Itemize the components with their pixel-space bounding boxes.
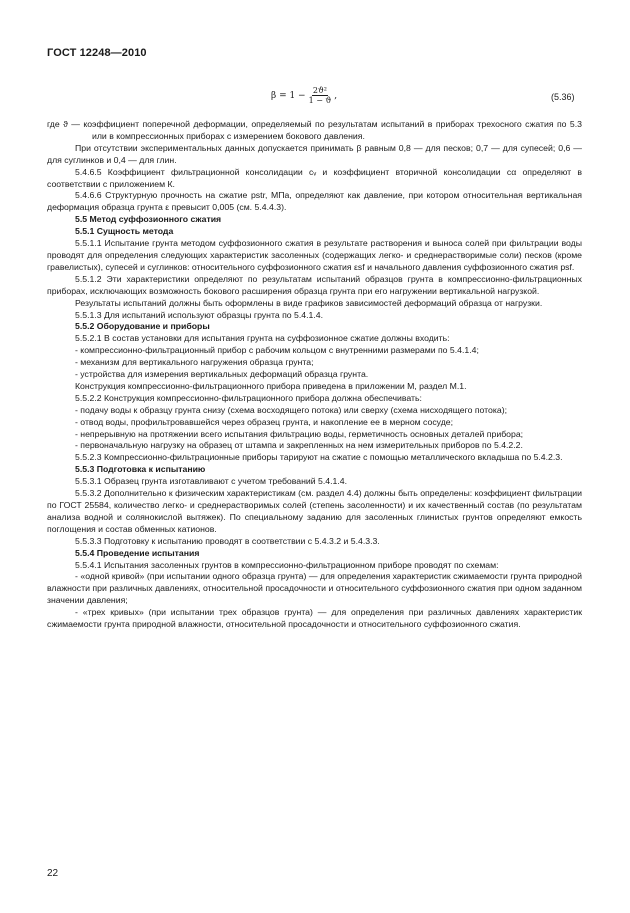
paragraph: 5.5.3.1 Образец грунта изготавливают с учетом требований 5.4.1.4. <box>75 476 347 487</box>
paragraph: 5.5.1.1 Испытание грунта методом суффозионного сжатия в результате растворения и выноса солей при фильтрации воды проводят для определения следующих характеристик засоленных (содержащих легко- и среднерастворимые соли) песков (кроме гравелистых), супесей и суглинков: относительного суффозионного сжатия εsf и начального давления суффозионного сжатия psf. <box>47 238 582 272</box>
paragraph: 5.5.3.3 Подготовку к испытанию проводят в соответствии с 5.4.3.2 и 5.4.3.3. <box>75 535 380 546</box>
paragraph: - механизм для вертикального нагружения образца грунта; <box>75 357 314 368</box>
page-number: 22 <box>47 868 59 879</box>
section-heading: 5.5.1 Сущность метода <box>75 226 174 237</box>
equation-number: (5.36) <box>551 92 575 102</box>
paragraph: 5.5.2.3 Компрессионно-фильтрационные приборы тарируют на сжатие с помощью металлического вкладыша по 5.4.2.3. <box>75 452 563 463</box>
formula-5-36 <box>271 86 337 105</box>
paragraph: 5.5.3.2 Дополнительно к физическим характеристикам (см. раздел 4.4) должны быть определены: коэффициент фильтрации по ГОСТ 25584, количество легко- и среднерастворимых солей (степень засоленности) и их качественный состав (по результатам анализа водной и солянокислой вытяжек). По специальному заданию для засоленных глинистых грунтов определяют емкость поглощения и состав обменных катионов. <box>47 488 582 534</box>
paragraph: 5.5.2.1 В состав установки для испытания грунта на суффозионное сжатие должны входить: <box>75 333 450 344</box>
section-heading: 5.5.4 Проведение испытания <box>75 547 200 558</box>
paragraph: - компрессионно-фильтрационный прибор с рабочим кольцом с внутренними размерами по 5.4.1.4; <box>75 345 479 356</box>
formula-tail: , <box>334 90 338 101</box>
paragraph: Результаты испытаний должны быть оформлены в виде графиков зависимостей деформаций образца от нагрузки. <box>75 297 543 308</box>
paragraph: 5.5.1.2 Эти характеристики определяют по результатам испытаний образцов грунта в компрессионно-фильтрационных приборах, исключающих возможность бокового расширения образца грунта при его нагружении вертикальной нагрузкой. <box>47 273 582 296</box>
paragraph: 5.5.1.3 Для испытаний используют образцы грунта по 5.4.1.4. <box>75 309 323 320</box>
formula-lhs: β = 1 − <box>271 90 306 101</box>
paragraph: Конструкция компрессионно-фильтрационного прибора приведена в приложении М, раздел М.1. <box>75 380 467 391</box>
section-heading: 5.5 Метод суффозионного сжатия <box>75 214 222 225</box>
section-heading: 5.5.2 Оборудование и приборы <box>75 321 210 332</box>
paragraph: 5.4.6.6 Структурную прочность на сжатие pstr, МПа, определяют как давление, при котором относительная вертикальная деформация образца грунта ε превысит 0,005 (см. 5.4.4.3). <box>47 190 582 213</box>
paragraph: где ϑ — коэффициент поперечной деформации, определяемый по результатам испытаний в приборах трехосного сжатия по 5.3 или в компрессионных приборах с измерением бокового давления. <box>47 119 582 141</box>
paragraph: - первоначальную нагрузку на образец от штампа и закрепленных на нем измерительных приборов по 5.4.2.2. <box>75 440 523 451</box>
formula-fraction <box>309 86 332 105</box>
paragraph: 5.5.2.2 Конструкция компрессионно-фильтрационного прибора должна обеспечивать: <box>75 392 422 403</box>
paragraph: - отвод воды, профильтровавшейся через образец грунта, и накопление ее в мерном сосуде; <box>75 416 454 427</box>
paragraph: - «одной кривой» (при испытании одного образца грунта) — для определения характеристик сжимаемости грунта природной влажности при различных давлениях, относительной просадочности и относительного суффозионного сжатия при одном заданном значении давления; <box>47 571 582 606</box>
paragraph: При отсутствии экспериментальных данных допускается принимать β равным 0,8 — для песков; 0,7 — для супесей; 0,6 — для суглинков и 0,4 — для глин. <box>47 142 582 165</box>
formula-numerator: 2ϑ² <box>312 86 327 95</box>
paragraph: 5.4.6.5 Коэффициент фильтрационной консолидации cᵥ и коэффициент вторичной консолидации cα определяют в соответствии с приложением К. <box>47 166 582 189</box>
paragraph: - устройства для измерения вертикальных деформаций образца грунта. <box>75 369 369 380</box>
section-heading: 5.5.3 Подготовка к испытанию <box>75 464 206 475</box>
paragraph: - непрерывную на протяжении всего испытания фильтрацию воды, герметичность основных деталей прибора; <box>75 428 524 439</box>
document-body <box>47 119 582 631</box>
paragraph: 5.5.4.1 Испытания засоленных грунтов в компрессионно-фильтрационном приборе проводят по схемам: <box>75 559 499 570</box>
formula-denominator: 1 − ϑ <box>308 96 332 105</box>
paragraph: - «трех кривых» (при испытании трех образцов грунта) — для определения при различных давлениях характеристик сжимаемости грунта природной влажности, относительной просадочности и относительного суффозионного сжатия. <box>47 607 582 630</box>
paragraph: - подачу воды к образцу грунта снизу (схема восходящего потока) или сверху (схема нисходящего потока); <box>75 404 508 415</box>
document-header: ГОСТ 12248—2010 <box>47 47 147 59</box>
